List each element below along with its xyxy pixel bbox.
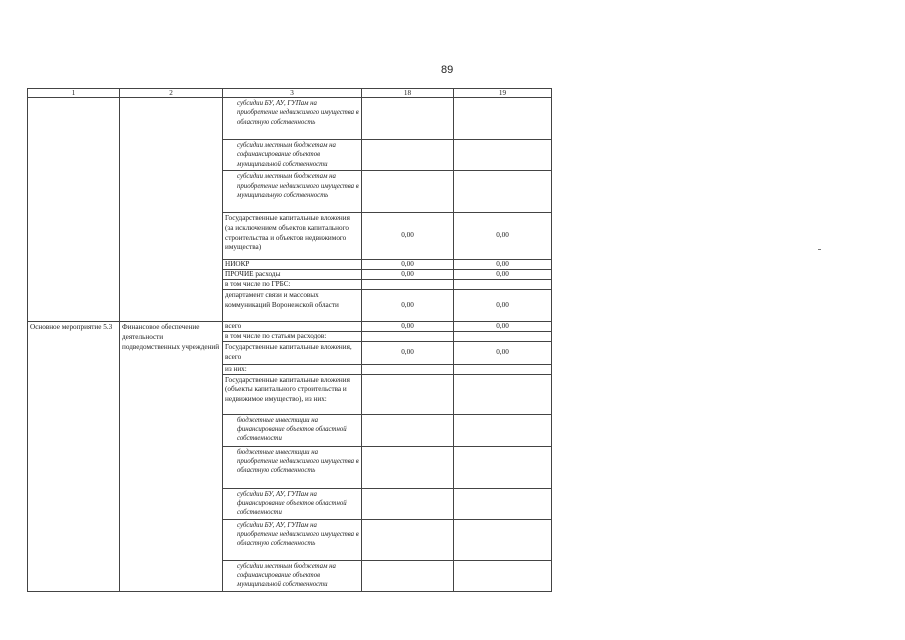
- value-19: [454, 98, 552, 140]
- row-label: Государственные капитальные вложения (объекты капитального строительства и недвижимое имущество), из них:: [223, 374, 362, 414]
- value-19: [454, 374, 552, 414]
- row-label: субсидии БУ, АУ, ГУПам на приобретение недвижимого имущества в областную собственность: [223, 98, 362, 140]
- value-19: 0,00: [454, 270, 552, 280]
- table-row: [28, 322, 552, 332]
- value-18: [362, 364, 454, 374]
- value-19: [454, 560, 552, 591]
- part1-col1-cell: [28, 98, 120, 322]
- value-19: [454, 364, 552, 374]
- row-label: НИОКР: [223, 260, 362, 270]
- value-19: [454, 280, 552, 290]
- value-19: [454, 140, 552, 171]
- value-18: [362, 374, 454, 414]
- value-19: [454, 332, 552, 342]
- part1-col2-cell: [120, 98, 223, 322]
- header-row: [28, 89, 552, 98]
- value-18: [362, 414, 454, 446]
- row-label: субсидии БУ, АУ, ГУПам на финансирование объектов областной собственности: [223, 488, 362, 519]
- row-label: субсидии БУ, АУ, ГУПам на приобретение недвижимого имущества в областную собственность: [223, 519, 362, 560]
- header-col-3: 3: [223, 89, 362, 98]
- value-18: [362, 98, 454, 140]
- value-19: 0,00: [454, 342, 552, 364]
- value-18: [362, 488, 454, 519]
- row-label: субсидии местным бюджетам на приобретение недвижимого имущества в муниципальную собственность: [223, 171, 362, 213]
- value-18: 0,00: [362, 342, 454, 364]
- value-18: 0,00: [362, 213, 454, 260]
- row-label: субсидии местным бюджетам на софинансирование объектов муниципальной собственности: [223, 140, 362, 171]
- row-label: бюджетные инвестиции на финансирование объектов областной собственности: [223, 414, 362, 446]
- row-label: ПРОЧИЕ расходы: [223, 270, 362, 280]
- row-label: в том числе по статьям расходов:: [223, 332, 362, 342]
- row-label: департамент связи и массовых коммуникаций Воронежской области: [223, 290, 362, 322]
- row-label: всего: [223, 322, 362, 332]
- value-18: [362, 332, 454, 342]
- activity-title: Основное мероприятие 5.3: [28, 322, 120, 592]
- value-18: 0,00: [362, 290, 454, 322]
- value-19: [454, 488, 552, 519]
- activity-description: Финансовое обеспечение деятельности подведомственных учреждений: [120, 322, 223, 592]
- row-label: Государственные капитальные вложения (за исключением объектов капитального строительства и объектов недвижимого имущества): [223, 213, 362, 260]
- row-label: в том числе по ГРБС:: [223, 280, 362, 290]
- row-label: бюджетные инвестиции на приобретение недвижимого имущества в областную собственность: [223, 446, 362, 488]
- value-19: [454, 519, 552, 560]
- value-18: [362, 140, 454, 171]
- value-18: [362, 519, 454, 560]
- header-col-19: 19: [454, 89, 552, 98]
- row-label: из них:: [223, 364, 362, 374]
- value-18: 0,00: [362, 270, 454, 280]
- value-18: 0,00: [362, 260, 454, 270]
- header-col-1: 1: [28, 89, 120, 98]
- value-18: 0,00: [362, 322, 454, 332]
- value-19: 0,00: [454, 213, 552, 260]
- row-label: Государственные капитальные вложения, всего: [223, 342, 362, 364]
- value-18: [362, 171, 454, 213]
- value-18: [362, 560, 454, 591]
- value-19: 0,00: [454, 322, 552, 332]
- row-label: субсидии местным бюджетам на софинансирование объектов муниципальной собственности: [223, 560, 362, 591]
- page-number: 89: [441, 64, 454, 76]
- value-19: [454, 414, 552, 446]
- header-col-18: 18: [362, 89, 454, 98]
- value-19: [454, 446, 552, 488]
- value-19: 0,00: [454, 260, 552, 270]
- header-col-2: 2: [120, 89, 223, 98]
- scan-artifact: [818, 249, 821, 250]
- table-row: [28, 98, 552, 140]
- value-18: [362, 446, 454, 488]
- value-19: [454, 171, 552, 213]
- value-19: 0,00: [454, 290, 552, 322]
- budget-table: [27, 88, 552, 592]
- value-18: [362, 280, 454, 290]
